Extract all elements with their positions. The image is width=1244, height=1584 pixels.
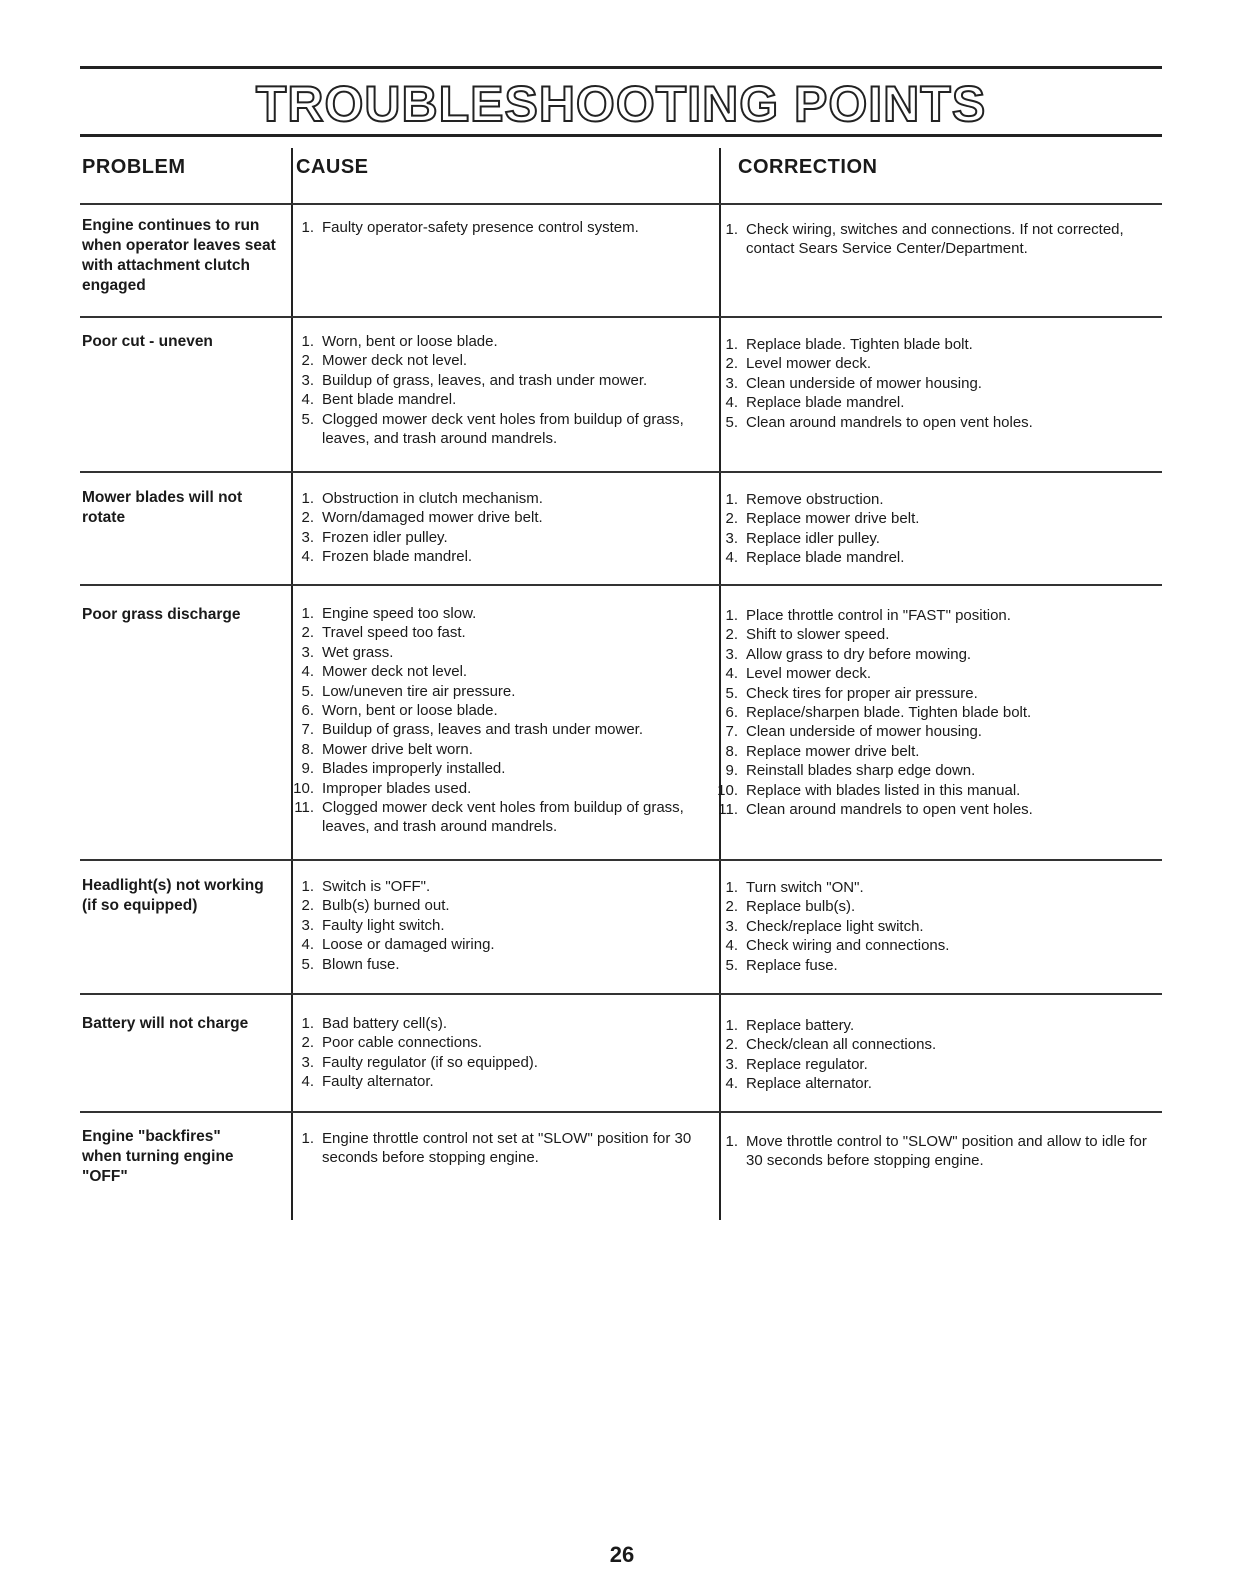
item-text: Level mower deck.: [746, 665, 872, 683]
item-text: Clean underside of mower housing.: [746, 723, 982, 741]
item-number: 5.: [301, 682, 314, 700]
list-item: [288, 1129, 708, 1168]
item-text: Engine throttle control not set at "SLOW" position for 30 seconds before stopping engine.: [322, 1130, 692, 1167]
item-text: Low/uneven tire air pressure.: [322, 682, 516, 700]
item-number: 1.: [725, 491, 738, 508]
list-item: [288, 1053, 708, 1072]
list-item: [712, 742, 1152, 761]
list-item: [712, 956, 1152, 975]
list-item: [288, 662, 708, 681]
list-item: [288, 798, 708, 837]
item-text: Mower deck not level.: [322, 663, 468, 681]
list-item: [712, 335, 1152, 354]
item-text: Switch is "OFF".: [322, 878, 431, 895]
item-text: Faulty operator-safety presence control system.: [322, 219, 639, 236]
problem-label: Engine "backfires" when turning engine "OFF": [82, 1128, 234, 1185]
item-number: 2.: [301, 1034, 314, 1052]
item-number: 1.: [725, 607, 738, 624]
item-number: 4.: [725, 937, 738, 955]
item-number: 5.: [301, 955, 314, 973]
item-number: 11.: [718, 801, 738, 819]
item-text: Travel speed too fast.: [322, 624, 466, 642]
item-number: 2.: [725, 355, 738, 373]
list-item: [288, 1014, 708, 1033]
list-item: [712, 548, 1152, 567]
item-text: Replace blade. Tighten blade bolt.: [746, 336, 973, 353]
list-item: [712, 393, 1152, 412]
list-item: [712, 220, 1152, 259]
item-number: 5.: [725, 956, 738, 974]
item-text: Bent blade mandrel.: [322, 391, 457, 409]
item-text: Replace alternator.: [746, 1075, 872, 1093]
list-item: [288, 410, 708, 449]
item-text: Check/clean all connections.: [746, 1036, 937, 1054]
item-text: Improper blades used.: [322, 779, 472, 797]
item-text: Poor cable connections.: [322, 1034, 483, 1052]
item-text: Buildup of grass, leaves, and trash under mower.: [322, 371, 648, 389]
item-text: Faulty light switch.: [322, 916, 445, 934]
item-text: Mower deck not level.: [322, 352, 468, 370]
item-number: 7.: [725, 723, 738, 741]
problem-header: PROBLEM: [82, 156, 186, 178]
list-item: [288, 489, 708, 508]
list-item: [288, 218, 708, 237]
cause-header: CAUSE: [296, 156, 369, 178]
item-number: 4.: [725, 665, 738, 683]
item-text: Allow grass to dry before mowing.: [746, 645, 972, 663]
row-divider: [80, 316, 1162, 318]
item-number: 1.: [725, 879, 738, 896]
item-number: 1.: [301, 605, 314, 622]
list-item: [712, 761, 1152, 780]
item-number: 1.: [725, 336, 738, 353]
item-number: 4.: [301, 391, 314, 409]
cause-list: [288, 1129, 708, 1168]
item-number: 5.: [725, 684, 738, 702]
list-item: [712, 645, 1152, 664]
list-item: [288, 896, 708, 915]
item-number: 11.: [294, 799, 314, 817]
list-item: [712, 1035, 1152, 1054]
page-number: 26: [609, 1542, 635, 1567]
item-text: Wet grass.: [322, 643, 394, 661]
item-text: Frozen blade mandrel.: [322, 548, 473, 566]
problem-label: Poor grass discharge: [82, 606, 241, 623]
correction-list: [712, 1132, 1152, 1171]
item-number: 3.: [725, 1055, 738, 1073]
item-text: Check tires for proper air pressure.: [746, 684, 978, 702]
correction-list: [712, 335, 1152, 432]
problem-label: Battery will not charge: [82, 1015, 249, 1032]
item-number: 6.: [725, 704, 738, 722]
item-text: Replace bulb(s).: [746, 898, 856, 916]
list-item: [288, 351, 708, 370]
item-number: 3.: [725, 645, 738, 663]
item-number: 4.: [725, 1075, 738, 1093]
row-divider: [80, 584, 1162, 586]
item-number: 5.: [725, 413, 738, 431]
row-divider: [80, 471, 1162, 473]
item-number: 3.: [725, 529, 738, 547]
list-item: [288, 720, 708, 739]
item-number: 2.: [725, 626, 738, 644]
cause-list: [288, 218, 708, 237]
item-number: 8.: [725, 742, 738, 760]
item-text: Blades improperly installed.: [322, 760, 506, 778]
list-item: [712, 722, 1152, 741]
item-text: Replace fuse.: [746, 956, 838, 974]
item-text: Check wiring, switches and connections. If not corrected, contact Sears Service Center/Department.: [746, 221, 1124, 258]
top-rule: [80, 66, 1162, 69]
item-number: 3.: [301, 528, 314, 546]
item-number: 1.: [301, 878, 314, 895]
item-number: 6.: [301, 702, 314, 720]
title-rule: [80, 134, 1162, 137]
item-number: 8.: [301, 740, 314, 758]
list-item: [712, 917, 1152, 936]
item-text: Buildup of grass, leaves and trash under mower.: [322, 721, 644, 739]
list-item: [288, 759, 708, 778]
item-text: Obstruction in clutch mechanism.: [322, 490, 543, 507]
list-item: [712, 606, 1152, 625]
list-item: [288, 701, 708, 720]
item-number: 4.: [301, 548, 314, 566]
row-divider: [80, 859, 1162, 861]
correction-header: CORRECTION: [738, 156, 878, 178]
item-text: Worn, bent or loose blade.: [322, 702, 498, 720]
list-item: [712, 664, 1152, 683]
item-number: 1.: [301, 219, 314, 236]
item-text: Clean underside of mower housing.: [746, 374, 982, 392]
item-number: 9.: [725, 762, 738, 780]
item-number: 7.: [301, 721, 314, 739]
item-text: Turn switch "ON".: [746, 879, 864, 896]
list-item: [288, 332, 708, 351]
item-number: 2.: [725, 898, 738, 916]
item-text: Replace battery.: [746, 1017, 855, 1034]
list-item: [712, 897, 1152, 916]
list-item: [712, 800, 1152, 819]
item-text: Bad battery cell(s).: [322, 1015, 448, 1032]
item-number: 1.: [725, 1017, 738, 1034]
item-number: 3.: [301, 1053, 314, 1071]
list-item: [712, 509, 1152, 528]
list-item: [712, 490, 1152, 509]
item-number: 3.: [725, 917, 738, 935]
item-text: Worn/damaged mower drive belt.: [322, 509, 543, 527]
item-text: Replace with blades listed in this manual.: [746, 781, 1021, 799]
item-text: Faulty regulator (if so equipped).: [322, 1053, 538, 1071]
list-item: [712, 781, 1152, 800]
item-number: 10.: [293, 779, 314, 797]
item-number: 4.: [301, 663, 314, 681]
list-item: [288, 740, 708, 759]
page-title: TROUBLESHOOTING POINTS: [255, 76, 987, 132]
item-number: 2.: [725, 510, 738, 528]
cause-list: [288, 604, 708, 837]
item-text: Move throttle control to "SLOW" position and allow to idle for 30 seconds before stopping engine.: [746, 1133, 1147, 1170]
correction-list: [712, 490, 1152, 568]
list-item: [712, 1016, 1152, 1035]
item-text: Clean around mandrels to open vent holes.: [746, 413, 1033, 431]
problem-label: Mower blades will not rotate: [82, 489, 243, 526]
correction-list: [712, 878, 1152, 975]
item-number: 1.: [301, 333, 314, 350]
list-item: [288, 682, 708, 701]
item-text: Replace mower drive belt.: [746, 510, 920, 528]
list-item: [288, 390, 708, 409]
list-item: [712, 703, 1152, 722]
list-item: [288, 371, 708, 390]
cause-list: [288, 489, 708, 567]
item-number: 1.: [301, 490, 314, 507]
item-number: 4.: [301, 936, 314, 954]
problem-label: Poor cut - uneven: [82, 333, 213, 350]
item-number: 1.: [725, 221, 738, 238]
problem-label: Engine continues to run when operator leaves seat with attachment clutch engaged: [82, 217, 276, 294]
cause-list: [288, 877, 708, 974]
list-item: [712, 374, 1152, 393]
item-text: Faulty alternator.: [322, 1073, 434, 1091]
cause-list: [288, 332, 708, 448]
item-text: Replace blade mandrel.: [746, 549, 905, 567]
item-text: Shift to slower speed.: [746, 626, 890, 644]
row-divider: [80, 1111, 1162, 1113]
list-item: [288, 955, 708, 974]
item-number: 1.: [725, 1133, 738, 1150]
item-text: Blown fuse.: [322, 955, 400, 973]
item-number: 9.: [301, 760, 314, 778]
list-item: [712, 1132, 1152, 1171]
item-number: 2.: [301, 624, 314, 642]
item-text: Replace mower drive belt.: [746, 742, 920, 760]
item-number: 2.: [725, 1036, 738, 1054]
list-item: [288, 935, 708, 954]
list-item: [288, 1033, 708, 1052]
item-text: Frozen idler pulley.: [322, 528, 448, 546]
item-number: 2.: [301, 352, 314, 370]
item-text: Remove obstruction.: [746, 491, 884, 508]
item-number: 1.: [301, 1015, 314, 1032]
row-divider: [80, 993, 1162, 995]
item-text: Clogged mower deck vent holes from buildup of grass, leaves, and trash around mandrels.: [322, 410, 684, 448]
list-item: [288, 916, 708, 935]
list-item: [288, 779, 708, 798]
item-text: Replace/sharpen blade. Tighten blade bolt.: [746, 704, 1032, 722]
cause-list: [288, 1014, 708, 1092]
item-text: Replace idler pulley.: [746, 529, 880, 547]
item-text: Reinstall blades sharp edge down.: [746, 762, 976, 780]
item-number: 2.: [301, 897, 314, 915]
item-number: 3.: [301, 643, 314, 661]
list-item: [288, 623, 708, 642]
problem-label: Headlight(s) not working (if so equipped): [82, 877, 264, 914]
list-item: [712, 1055, 1152, 1074]
item-text: Clean around mandrels to open vent holes.: [746, 801, 1033, 819]
item-number: 10.: [717, 781, 738, 799]
item-text: Loose or damaged wiring.: [322, 936, 495, 954]
correction-list: [712, 220, 1152, 259]
correction-list: [712, 1016, 1152, 1094]
list-item: [288, 877, 708, 896]
item-text: Bulb(s) burned out.: [322, 897, 450, 915]
list-item: [712, 529, 1152, 548]
list-item: [288, 604, 708, 623]
list-item: [288, 643, 708, 662]
list-item: [712, 354, 1152, 373]
row-divider: [80, 203, 1162, 205]
item-number: 3.: [301, 371, 314, 389]
item-text: Check/replace light switch.: [746, 917, 924, 935]
item-text: Check wiring and connections.: [746, 937, 950, 955]
item-number: 2.: [301, 509, 314, 527]
item-number: 4.: [301, 1073, 314, 1091]
list-item: [712, 878, 1152, 897]
item-number: 4.: [725, 549, 738, 567]
list-item: [712, 413, 1152, 432]
list-item: [712, 1074, 1152, 1093]
item-text: Worn, bent or loose blade.: [322, 333, 498, 350]
correction-list: [712, 606, 1152, 819]
list-item: [712, 625, 1152, 644]
item-number: 1.: [301, 1130, 314, 1147]
item-text: Place throttle control in "FAST" position.: [746, 607, 1011, 624]
item-number: 3.: [725, 374, 738, 392]
item-text: Level mower deck.: [746, 355, 872, 373]
item-number: 5.: [301, 410, 314, 428]
list-item: [288, 547, 708, 566]
item-number: 4.: [725, 394, 738, 412]
item-text: Replace blade mandrel.: [746, 394, 905, 412]
list-item: [712, 684, 1152, 703]
item-text: Engine speed too slow.: [322, 605, 477, 622]
item-text: Clogged mower deck vent holes from buildup of grass, leaves, and trash around mandrels.: [322, 799, 684, 836]
list-item: [712, 936, 1152, 955]
item-number: 3.: [301, 916, 314, 934]
list-item: [288, 1072, 708, 1091]
list-item: [288, 508, 708, 527]
list-item: [288, 528, 708, 547]
item-text: Replace regulator.: [746, 1055, 868, 1073]
item-text: Mower drive belt worn.: [322, 740, 473, 758]
